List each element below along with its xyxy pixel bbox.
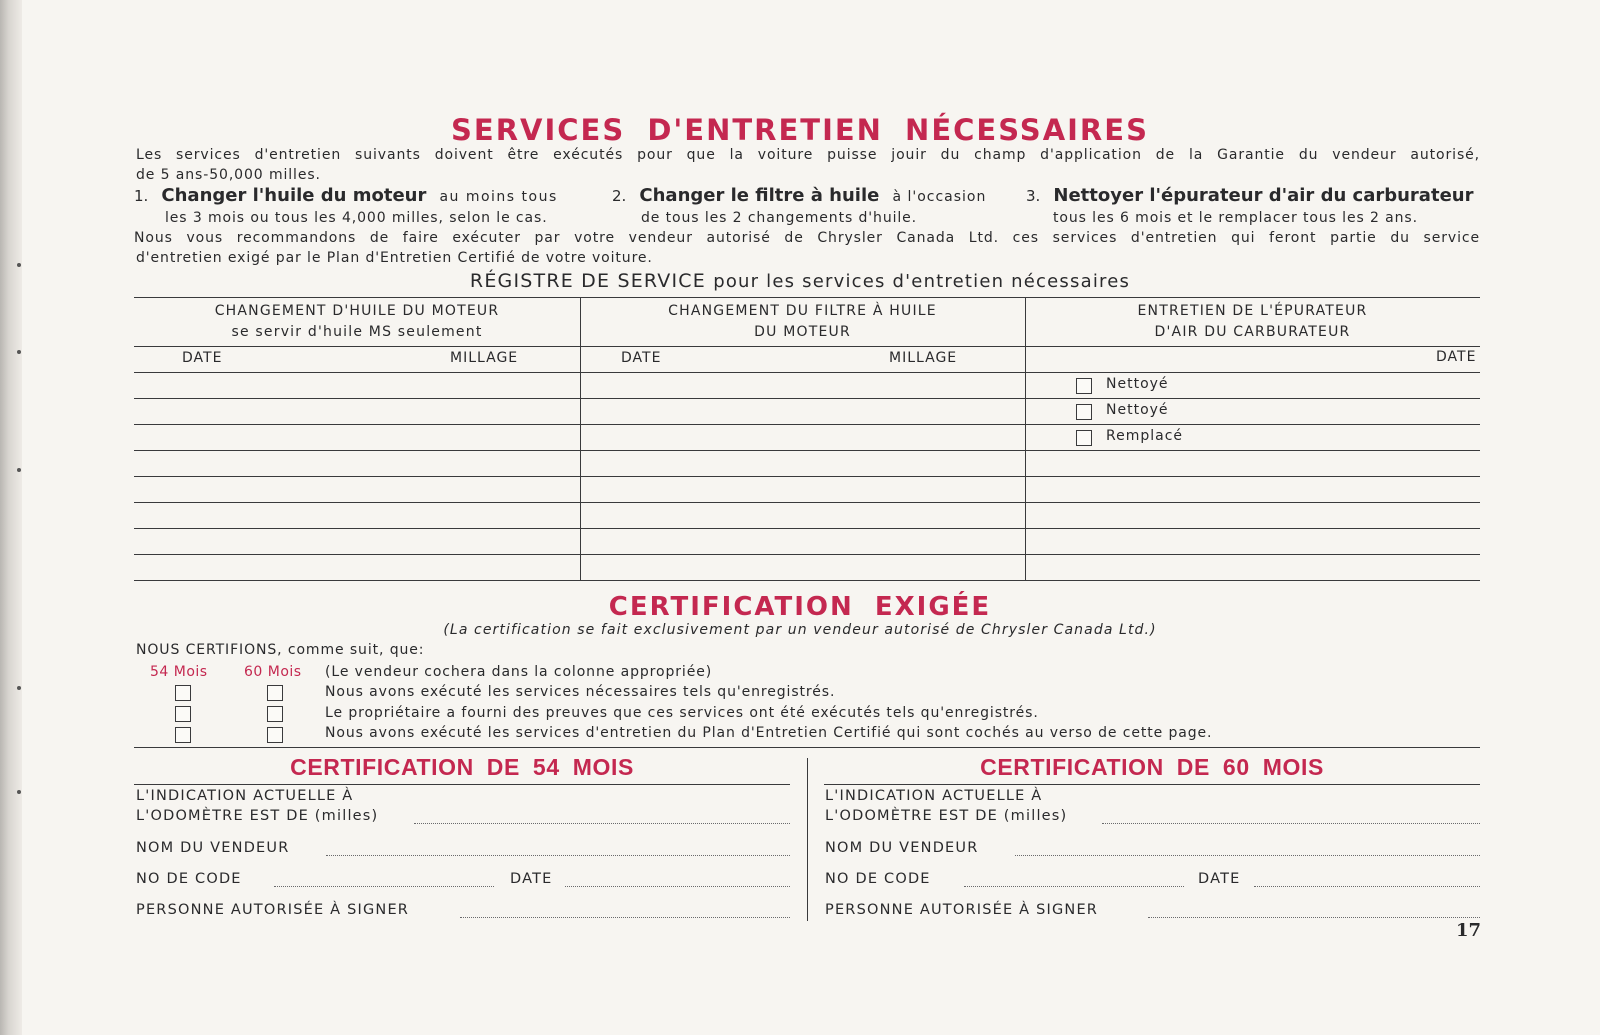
step-1-detail: les 3 mois ou tous les 4,000 milles, selon le cas. <box>165 210 548 226</box>
page-number: 17 <box>1456 920 1482 941</box>
step-number: 2. <box>612 187 627 205</box>
code-number-label: NO DE CODE <box>136 871 242 887</box>
column-header-filter <box>580 301 1025 343</box>
table-row-rule <box>134 528 1480 529</box>
signature-divider <box>807 758 808 921</box>
checkbox-54-months[interactable] <box>175 685 191 701</box>
certification-title: CERTIFICATION EXIGÉE <box>608 592 992 622</box>
certification-statement: Nous avons exécuté les services d'entretien du Plan d'Entretien Certifié qui sont cochés au verso de cette page. <box>325 725 1213 741</box>
certification-60-title: CERTIFICATION DE 60 MOIS <box>980 754 1324 780</box>
odometer-label-cont: L'ODOMÈTRE EST DE (milles) <box>825 808 1068 824</box>
dealer-name-label: NOM DU VENDEUR <box>136 840 290 856</box>
date-field[interactable] <box>1254 886 1480 887</box>
odometer-field[interactable] <box>1102 823 1480 824</box>
authorized-signer-field[interactable] <box>460 917 790 918</box>
certification-54-rule <box>134 784 790 785</box>
odometer-label: L'INDICATION ACTUELLE À <box>825 788 1043 804</box>
dealer-name-field[interactable] <box>1015 855 1480 856</box>
page-title: SERVICES D'ENTRETIEN NÉCESSAIRES <box>451 113 1149 147</box>
certification-60-rule <box>824 784 1480 785</box>
recommendation-text-cont: d'entretien exigé par le Plan d'Entretien Certifié de votre voiture. <box>136 250 653 266</box>
column-header-line: DU MOTEUR <box>754 324 851 340</box>
register-heading-rest: pour les services d'entretien nécessaires <box>713 271 1131 292</box>
checkbox-54-months[interactable] <box>175 706 191 722</box>
step-title: Nettoyer l'épurateur d'air du carburateur <box>1053 185 1474 206</box>
step-title: Changer l'huile du moteur <box>161 185 427 206</box>
subheader-date: DATE <box>182 350 223 366</box>
checkbox-cleaned[interactable] <box>1076 404 1092 420</box>
subheader-date: DATE <box>621 350 662 366</box>
odometer-label-cont: L'ODOMÈTRE EST DE (milles) <box>136 808 379 824</box>
dealer-name-field[interactable] <box>326 855 790 856</box>
step-1 <box>134 185 558 206</box>
table-row-rule <box>134 476 1480 477</box>
table-row-rule <box>134 554 1480 555</box>
table-row-rule <box>134 502 1480 503</box>
date-field[interactable] <box>565 886 790 887</box>
register-heading-caps: RÉGISTRE DE SERVICE <box>469 270 706 292</box>
code-number-field[interactable] <box>274 886 494 887</box>
table-bottom-rule <box>134 580 1480 581</box>
column-header-line: se servir d'huile MS seulement <box>231 324 483 340</box>
authorized-signer-label: PERSONNE AUTORISÉE À SIGNER <box>136 902 410 918</box>
column-header-oil <box>134 301 580 343</box>
checkbox-label: Nettoyé <box>1106 402 1169 418</box>
odometer-field[interactable] <box>414 823 790 824</box>
binding-hole <box>17 790 21 794</box>
certification-instruction: (Le vendeur cochera dans la colonne appropriée) <box>325 664 713 680</box>
binding-hole <box>17 263 21 267</box>
odometer-label: L'INDICATION ACTUELLE À <box>136 788 354 804</box>
subheader-date: DATE <box>1436 349 1477 365</box>
recommendation-text: Nous vous recommandons de faire exécuter par votre vendeur autorisé de Chrysler Canada Ltd. ces services d'entretien qui feront partie du service <box>134 230 1480 246</box>
certification-subtitle: (La certification se fait exclusivement par un vendeur autorisé de Chrysler Canada Ltd.) <box>443 622 1157 638</box>
certification-statement: Nous avons exécuté les services nécessaires tels qu'enregistrés. <box>325 684 836 700</box>
checkbox-cleaned[interactable] <box>1076 378 1092 394</box>
column-header-air-filter <box>1025 301 1480 343</box>
column-header-line: CHANGEMENT D'HUILE DU MOTEUR <box>214 303 500 319</box>
column-label-54: 54 Mois <box>150 664 208 680</box>
step-3-detail: tous les 6 mois et le remplacer tous les 2 ans. <box>1053 210 1418 226</box>
authorized-signer-label: PERSONNE AUTORISÉE À SIGNER <box>825 902 1099 918</box>
table-top-rule <box>134 297 1480 298</box>
date-label: DATE <box>1198 871 1241 887</box>
step-2-detail: de tous les 2 changements d'huile. <box>641 210 918 226</box>
step-number: 1. <box>134 187 149 205</box>
binding-hole <box>17 468 21 472</box>
intro-text-cont: de 5 ans-50,000 milles. <box>136 167 321 183</box>
certification-rule <box>134 747 1480 748</box>
certification-54-title: CERTIFICATION DE 54 MOIS <box>290 754 634 780</box>
checkbox-54-months[interactable] <box>175 727 191 743</box>
register-heading <box>0 270 1600 292</box>
table-row-rule <box>134 398 1480 399</box>
column-header-line: CHANGEMENT DU FILTRE À HUILE <box>668 303 937 319</box>
authorized-signer-field[interactable] <box>1148 917 1480 918</box>
code-number-label: NO DE CODE <box>825 871 931 887</box>
step-tail: à l'occasion <box>892 189 987 205</box>
step-title: Changer le filtre à huile <box>639 185 880 206</box>
code-number-field[interactable] <box>964 886 1184 887</box>
step-number: 3. <box>1026 187 1041 205</box>
certification-lead: NOUS CERTIFIONS, comme suit, que: <box>136 642 425 658</box>
checkbox-60-months[interactable] <box>267 706 283 722</box>
table-row-rule <box>134 372 1480 373</box>
checkbox-label: Nettoyé <box>1106 376 1169 392</box>
date-label: DATE <box>510 871 553 887</box>
checkbox-label: Remplacé <box>1106 428 1184 444</box>
column-header-line: ENTRETIEN DE L'ÉPURATEUR <box>1137 303 1368 319</box>
subheader-mileage: MILLAGE <box>889 350 958 366</box>
subheader-mileage: MILLAGE <box>450 350 519 366</box>
step-2 <box>612 185 986 206</box>
certification-statement: Le propriétaire a fourni des preuves que ces services ont été exécutés tels qu'enregistrés. <box>325 705 1039 721</box>
checkbox-replaced[interactable] <box>1076 430 1092 446</box>
binding-hole <box>17 350 21 354</box>
checkbox-60-months[interactable] <box>267 727 283 743</box>
column-header-line: D'AIR DU CARBURATEUR <box>1154 324 1351 340</box>
intro-text: Les services d'entretien suivants doivent être exécutés pour que la voiture puisse jouir du champ d'application de la Garantie du vendeur autorisé, <box>136 147 1480 163</box>
binding-hole <box>17 686 21 690</box>
column-label-60: 60 Mois <box>244 664 302 680</box>
dealer-name-label: NOM DU VENDEUR <box>825 840 979 856</box>
step-3 <box>1026 185 1473 206</box>
step-tail: au moins tous <box>439 189 558 205</box>
page-binding-edge <box>0 0 22 1035</box>
checkbox-60-months[interactable] <box>267 685 283 701</box>
table-row-rule <box>134 450 1480 451</box>
header-rule <box>134 346 1480 347</box>
table-row-rule <box>134 424 1480 425</box>
